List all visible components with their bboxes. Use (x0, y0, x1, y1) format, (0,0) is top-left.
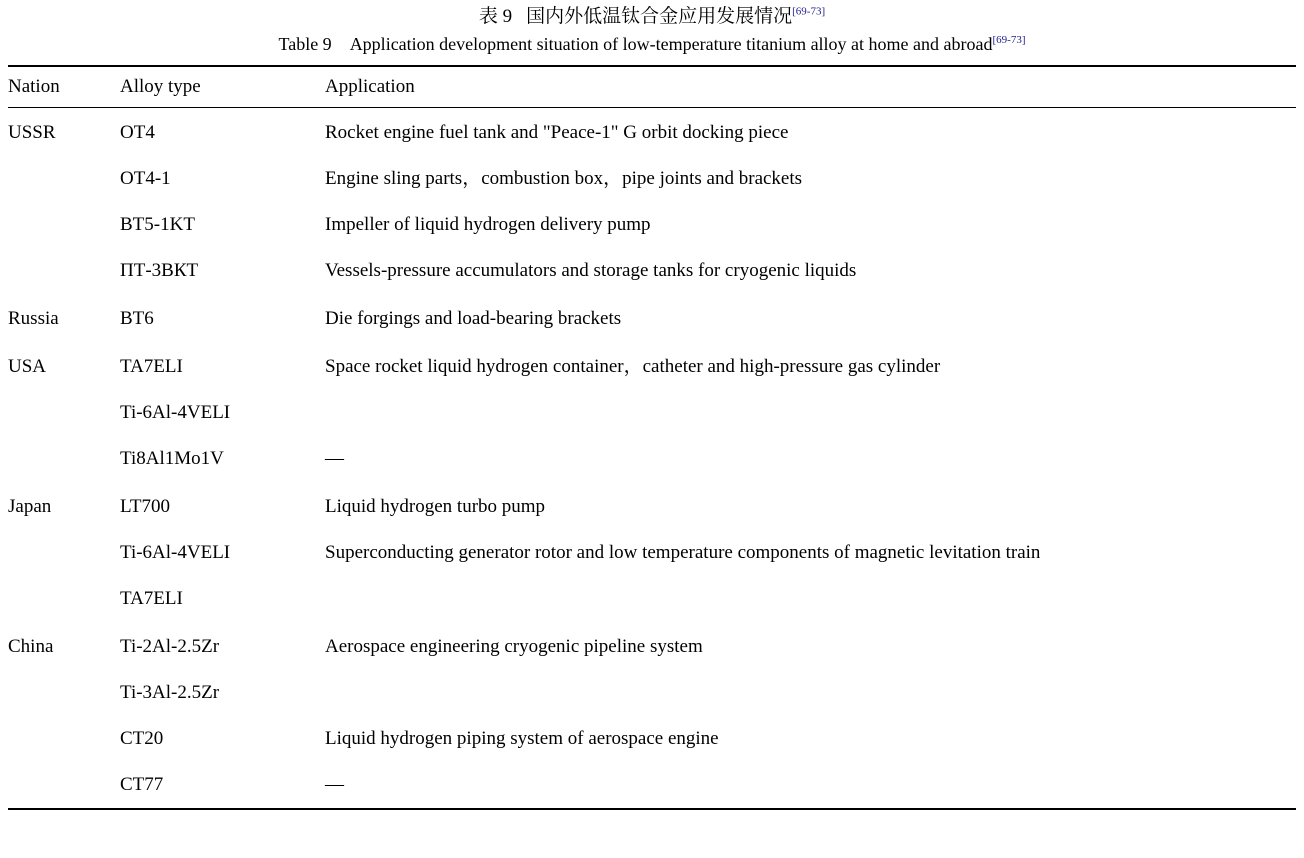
cell-application (325, 670, 1296, 716)
cell-alloy-type: Ti-3Al-2.5Zr (120, 682, 220, 703)
cell-alloy-type: BT5-1KT (120, 214, 195, 235)
table-row (8, 390, 1296, 436)
table-row (8, 202, 1296, 248)
table-header-row (8, 67, 1296, 107)
cell-nation (8, 248, 120, 294)
application-table (8, 67, 1296, 107)
cell-alloy-type: Ti-2Al-2.5Zr (120, 636, 220, 657)
table-row (8, 622, 1296, 670)
cell-nation (8, 762, 120, 808)
cell-application: Space rocket liquid hydrogen container，catheter and high-pressure gas cylinder (325, 356, 941, 377)
cell-alloy-type: TA7ELI (120, 588, 183, 609)
table-row (8, 436, 1296, 482)
table-body (8, 108, 1296, 808)
header-nation: Nation (8, 76, 60, 97)
header-alloy-type: Alloy type (120, 76, 201, 97)
cell-nation (8, 156, 120, 202)
table-row (8, 670, 1296, 716)
cell-alloy-type: OT4-1 (120, 168, 171, 189)
cell-application: Aerospace engineering cryogenic pipeline system (325, 636, 703, 657)
cell-alloy-type: OT4 (120, 122, 155, 143)
cell-alloy-type: ПТ-3ВКТ (120, 260, 199, 281)
caption-english (8, 32, 1296, 56)
caption-chinese (8, 4, 1296, 30)
header-application: Application (325, 76, 415, 97)
caption-chinese-title: 国内外低温钛合金应用发展情况 (526, 6, 793, 27)
application-table-body (8, 108, 1296, 808)
cell-application: — (325, 774, 344, 795)
caption-chinese-label: 表 9 (478, 6, 513, 27)
table-page (0, 4, 1304, 858)
cell-nation: USA (8, 356, 47, 377)
cell-application: Engine sling parts，combustion box，pipe joints and brackets (325, 168, 803, 189)
cell-nation (8, 202, 120, 248)
cell-application: Impeller of liquid hydrogen delivery pump (325, 214, 651, 235)
cell-nation: China (8, 636, 54, 657)
caption-english-title: Application development situation of low-temperature titanium alloy at home and abroad (349, 34, 993, 54)
table-row (8, 482, 1296, 530)
cell-nation (8, 670, 120, 716)
cell-nation (8, 390, 120, 436)
cell-nation: Japan (8, 496, 52, 517)
caption-chinese-reference: [69-73] (792, 5, 826, 18)
cell-nation: Russia (8, 308, 59, 329)
table-row (8, 762, 1296, 808)
table-row (8, 248, 1296, 294)
cell-alloy-type: Ti-6Al-4VELI (120, 542, 231, 563)
cell-alloy-type: Ti-6Al-4VELI (120, 402, 231, 423)
table-row (8, 156, 1296, 202)
cell-application: Die forgings and load-bearing brackets (325, 308, 622, 329)
caption-english-reference: [69-73] (992, 34, 1026, 46)
cell-nation (8, 436, 120, 482)
table-row (8, 342, 1296, 390)
cell-application: Liquid hydrogen piping system of aerospace engine (325, 728, 719, 749)
table-row (8, 716, 1296, 762)
cell-alloy-type: LT700 (120, 496, 170, 517)
table-row (8, 530, 1296, 576)
cell-alloy-type: CT20 (120, 728, 164, 749)
table-header (8, 67, 1296, 107)
cell-alloy-type: Ti8Al1Mo1V (120, 448, 224, 469)
cell-nation (8, 576, 120, 622)
cell-application (325, 576, 1296, 622)
table-row (8, 108, 1296, 156)
cell-nation: USSR (8, 122, 56, 143)
cell-alloy-type: TA7ELI (120, 356, 183, 377)
cell-application: — (325, 448, 344, 469)
table-bottom-rule (8, 808, 1296, 810)
cell-application: Rocket engine fuel tank and "Peace-1" G orbit docking piece (325, 122, 789, 143)
cell-nation (8, 716, 120, 762)
table-row (8, 294, 1296, 342)
caption-english-label: Table 9 (278, 34, 332, 54)
cell-application: Vessels-pressure accumulators and storage tanks for cryogenic liquids (325, 260, 857, 281)
cell-application: Superconducting generator rotor and low temperature components of magnetic levitation train (325, 542, 1041, 563)
cell-application: Liquid hydrogen turbo pump (325, 496, 546, 517)
cell-alloy-type: BT6 (120, 308, 154, 329)
cell-nation (8, 530, 120, 576)
table-row (8, 576, 1296, 622)
cell-alloy-type: CT77 (120, 774, 164, 795)
cell-application (325, 390, 1296, 436)
